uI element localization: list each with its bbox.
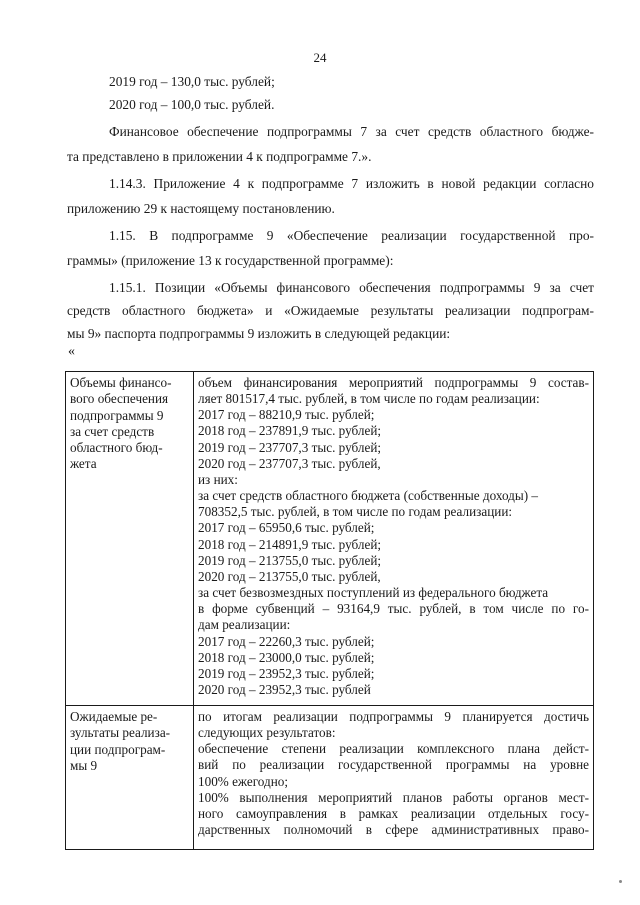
paragraph-4-line-2: средств областного бюджета» и «Ожидаемые результаты реализации подпрограм- [67,303,594,318]
content-line: 2017 год – 88210,9 тыс. рублей; [198,407,375,423]
content-line: 2018 год – 23000,0 тыс. рублей; [198,649,375,665]
content-line: вий по реализации государственной программы на уровне [198,757,589,773]
content-line: 2019 год – 23952,3 тыс. рублей; [198,665,375,681]
passport-table [65,371,594,850]
content-line: 2020 год – 237707,3 тыс. рублей, [198,455,381,471]
table-row-financing [66,372,594,706]
content-line: следующих результатов: [198,725,336,741]
intro-line-2019: 2019 год – 130,0 тыс. рублей; [109,74,275,89]
paragraph-4-line-1: 1.15.1. Позиции «Объемы финансового обеспечения подпрограммы 9 за счет [109,280,594,295]
label-line: зультаты реализа- [70,725,171,741]
content-line: в форме субвенций – 93164,9 тыс. рублей, в том числе по го- [198,601,589,617]
label-line: Объемы финансо- [70,375,172,390]
results-label-cell [66,706,194,850]
content-line: 100% ежегодно; [198,773,289,789]
content-line: дам реализации: [198,617,291,633]
content-line: 2018 год – 214891,9 тыс. рублей; [198,536,382,552]
table-row-results [66,706,594,850]
results-content-cell [194,706,594,850]
content-line: 2017 год – 22260,3 тыс. рублей; [198,633,375,649]
label-line: Ожидаемые ре- [70,709,158,724]
paragraph-2-line-2: приложению 29 к настоящему постановлению. [67,201,335,216]
intro-line-2020: 2020 год – 100,0 тыс. рублей. [109,97,275,112]
scan-speck [619,880,622,883]
label-line: ции подпрограм- [70,741,166,757]
content-line: 708352,5 тыс. рублей, в том числе по годам реализации: [198,504,513,520]
content-line: 2020 год – 213755,0 тыс. рублей, [198,568,381,584]
content-line: 100% выполнения мероприятий планов работы органов мест- [198,789,589,805]
label-line: областного бюд- [70,440,163,456]
label-line: жета [70,456,97,472]
content-line: из них: [198,471,238,487]
content-line: по итогам реализации подпрограммы 9 планируется достичь [198,709,589,724]
paragraph-3-line-1: 1.15. В подпрограмме 9 «Обеспечение реализации государственной про- [109,228,594,243]
content-line: объем финансирования мероприятий подпрограммы 9 состав- [198,375,589,390]
paragraph-3-line-2: граммы» (приложение 13 к государственной программе): [67,253,394,268]
content-line: обеспечение степени реализации комплексного плана дейст- [198,741,589,757]
content-line: 2017 год – 65950,6 тыс. рублей; [198,520,375,536]
content-line: ляет 801517,4 тыс. рублей, в том числе по годам реализации: [198,391,540,407]
content-line: за счет безвозмездных поступлений из федерального бюджета [198,585,549,601]
paragraph-1-line-1: Финансовое обеспечение подпрограммы 7 за счет средств областного бюдже- [109,124,594,139]
opening-quote: « [68,344,75,359]
paragraph-4-line-3: мы 9» паспорта подпрограммы 9 изложить в следующей редакции: [67,326,451,341]
content-line: ного самоуправления в рамках реализации отдельных госу- [198,805,589,821]
content-line: дарственных полномочий в сфере административных право- [198,822,589,838]
content-line: 2019 год – 213755,0 тыс. рублей; [198,552,382,568]
paragraph-1-line-2: та представлено в приложении 4 к подпрограмме 7.». [67,149,372,164]
financing-label-cell [66,372,194,706]
label-line: за счет средств [70,423,155,439]
content-line: за счет средств областного бюджета (собственные доходы) – [198,488,539,504]
financing-content-cell [194,372,594,706]
paragraph-2-line-1: 1.14.3. Приложение 4 к подпрограмме 7 изложить в новой редакции согласно [109,176,594,191]
label-line: подпрограммы 9 [70,407,164,423]
label-line: мы 9 [70,757,98,773]
page-number: 24 [313,50,327,65]
content-line: 2019 год – 237707,3 тыс. рублей; [198,439,382,455]
label-line: вого обеспечения [70,391,169,407]
content-line: 2020 год – 23952,3 тыс. рублей [198,681,371,697]
content-line: 2018 год – 237891,9 тыс. рублей; [198,423,382,439]
